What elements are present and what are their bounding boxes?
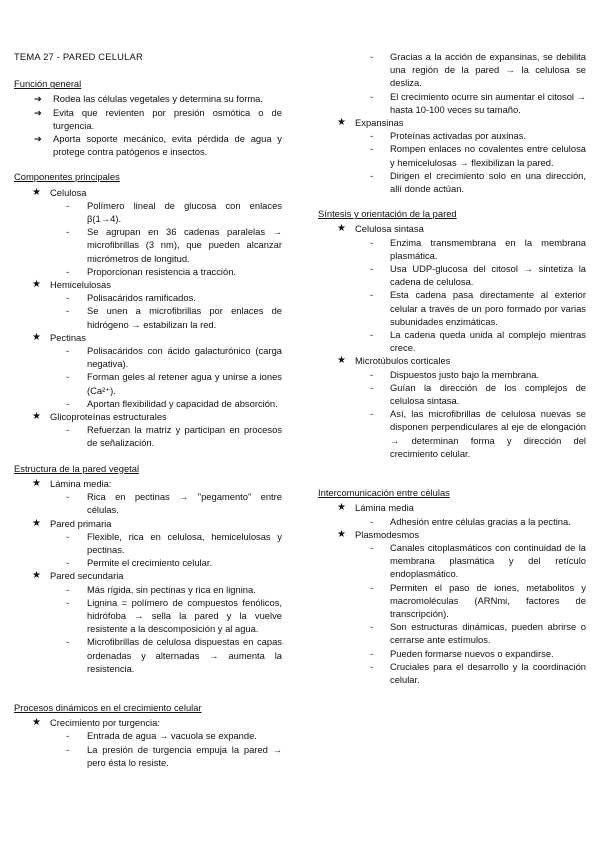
dash-item: - Usa UDP-glucosa del citosol → sintetiza la cadena de celulosa. <box>370 263 586 288</box>
star-item: ★ Plasmodesmos <box>337 528 420 540</box>
dash-bullet-icon: - <box>66 305 70 317</box>
star-item: ★ Microtúbulos corticales <box>337 355 451 367</box>
dash-bullet-icon: - <box>370 621 374 633</box>
star-bullet-icon: ★ <box>32 411 41 423</box>
right-column <box>318 50 586 686</box>
star-bullet-icon: ★ <box>337 223 346 235</box>
dash-item: - El crecimiento ocurre sin aumentar el citosol → hasta 10-100 veces su tamaño. <box>370 90 586 115</box>
dash-bullet-icon: - <box>66 265 70 277</box>
arrow-item: ➔ Rodea las células vegetales y determina su forma. <box>34 93 264 105</box>
dash-bullet-icon: - <box>66 557 70 569</box>
section-heading-funcion: Función general <box>14 78 82 90</box>
dash-bullet-icon: - <box>66 530 70 542</box>
dash-item: - Canales citoplasmáticos con continuidad de la membrana plasmática y del retículo endoplasmático. <box>370 541 586 580</box>
dash-bullet-icon: - <box>370 236 374 248</box>
dash-item: - Esta cadena pasa directamente al exterior celular a través de un poro formado por varias subunidades enzimáticas. <box>370 289 586 327</box>
dash-item: - La presión de turgencia empuja la pared → pero ésta lo resiste. <box>66 743 282 768</box>
star-item: ★ Glicoproteínas estructurales <box>32 411 167 423</box>
arrow-list <box>14 92 282 158</box>
dash-bullet-icon: - <box>370 408 374 420</box>
arrow-item: ➔ Evita que revienten por presión osmótica o de turgencia. <box>34 106 282 131</box>
star-item: ★ Crecimiento por turgencia: <box>32 717 160 729</box>
star-item: ★ Lámina media <box>337 502 414 514</box>
section-heading-sintesis: Síntesis y orientación de la pared <box>318 208 457 220</box>
dash-bullet-icon: - <box>370 381 374 393</box>
star-item: ★ Lámina media: <box>32 477 112 489</box>
dash-bullet-icon: - <box>66 730 70 742</box>
dash-item: - Se unen a microfibrillas por enlaces de hidrógeno → estabilizan la red. <box>66 305 282 330</box>
arrow-item: ➔ Aporta soporte mecánico, evita pérdida de agua y protege contra patógenos e insectos. <box>34 133 282 158</box>
star-item: ★ Expansinas <box>337 117 404 129</box>
dash-bullet-icon: - <box>370 515 374 527</box>
section-heading-estructura: Estructura de la pared vegetal <box>14 462 140 474</box>
dash-item: - Permiten el paso de iones, metabolitos y macromoléculas (ARNmi, factores de transcripción). <box>370 581 586 619</box>
dash-item: - Permite el crecimiento celular. <box>66 557 213 569</box>
dash-bullet-icon: - <box>370 90 374 102</box>
left-column <box>14 50 282 769</box>
dash-bullet-icon: - <box>66 583 70 595</box>
dash-bullet-icon: - <box>66 397 70 409</box>
dash-bullet-icon: - <box>370 130 374 142</box>
star-item: ★ Celulosa sintasa <box>337 223 424 235</box>
star-item: ★ Pectinas <box>32 331 86 343</box>
dash-bullet-icon: - <box>66 636 70 648</box>
dash-item: - Proteínas activadas por auxinas. <box>370 130 527 142</box>
dash-bullet-icon: - <box>370 263 374 275</box>
dash-item: - Microfibrillas de celulosa dispuestas en capas ordenadas y alternadas → aumenta la resistencia. <box>66 636 282 674</box>
dash-item: - Forman geles al retener agua y unirse a iones (Ca²⁺). <box>66 371 282 396</box>
star-bullet-icon: ★ <box>32 717 41 729</box>
dash-bullet-icon: - <box>66 199 70 211</box>
dash-bullet-icon: - <box>66 226 70 238</box>
document-title: TEMA 27 - PARED CELULAR <box>14 51 143 62</box>
dash-item: - Entrada de agua → vacuola se expande. <box>66 730 257 742</box>
dash-item: - La cadena queda unida al complejo mientras crece. <box>370 329 586 354</box>
dash-bullet-icon: - <box>370 289 374 301</box>
dash-item: - Dirigen el crecimiento solo en una dirección, allí donde actúan. <box>370 169 586 195</box>
dash-bullet-icon: - <box>66 345 70 357</box>
star-bullet-icon: ★ <box>32 186 41 198</box>
dash-bullet-icon: - <box>66 491 70 503</box>
dash-item: - Dispuestos justo bajo la membrana. <box>370 368 540 380</box>
dash-bullet-icon: - <box>370 143 374 155</box>
dash-bullet-icon: - <box>370 581 374 593</box>
dash-bullet-icon: - <box>66 292 70 304</box>
star-item: ★ Hemicelulosas <box>32 279 111 291</box>
dash-item: - Pueden formarse nuevos o expandirse. <box>370 647 554 659</box>
section-heading-procesos: Procesos dinámicos en el crecimiento celular <box>14 701 202 713</box>
dash-item: - Lignina = polímero de compuestos fenólicos, hidrófoba → sella la pared y la vuelve resistente a la descomposición y al agua. <box>66 596 282 635</box>
dash-item: - Polímero lineal de glucosa con enlaces β(1→4). <box>66 199 282 225</box>
dash-item: - Refuerzan la matriz y participan en procesos de señalización. <box>66 424 282 449</box>
dash-bullet-icon: - <box>66 371 70 383</box>
star-bullet-icon: ★ <box>32 279 41 291</box>
dash-item: - Aportan flexibilidad y capacidad de absorción. <box>66 397 278 409</box>
arrow-bullet-icon: ➔ <box>34 133 42 145</box>
dash-bullet-icon: - <box>66 743 70 755</box>
section-heading-componentes: Componentes principales <box>14 171 120 183</box>
dash-bullet-icon: - <box>370 51 374 62</box>
arrow-bullet-icon: ➔ <box>34 93 42 105</box>
dash-item: - Cruciales para el desarrollo y la coordinación celular. <box>370 660 586 685</box>
star-item: ★ Pared secundaria <box>32 570 124 582</box>
dash-bullet-icon: - <box>66 596 70 608</box>
dash-bullet-icon: - <box>370 660 374 672</box>
dash-item: - Proporcionan resistencia a tracción. <box>66 265 237 277</box>
dash-bullet-icon: - <box>370 169 374 181</box>
arrow-bullet-icon: ➔ <box>34 106 42 118</box>
star-item: ★ Pared primaria <box>32 517 112 529</box>
dash-bullet-icon: - <box>370 368 374 380</box>
star-bullet-icon: ★ <box>337 502 346 514</box>
dash-item: - Polisacáridos con ácido galacturónico (carga negativa). <box>66 345 282 370</box>
dash-item: - Son estructuras dinámicas, pueden abrirse o cerrarse ante estímulos. <box>370 621 586 646</box>
dash-item: - Guían la dirección de los complejos de celulosa sintasa. <box>370 381 586 407</box>
star-bullet-icon: ★ <box>337 117 346 129</box>
dash-bullet-icon: - <box>370 647 374 659</box>
section-heading-intercomunicacion: Intercomunicación entre células <box>318 487 450 499</box>
dash-bullet-icon: - <box>370 329 374 341</box>
dash-item: - Así, las microfibrillas de celulosa nuevas se disponen perpendiculares al eje de elongación → determinan forma y dirección del crecimiento celular. <box>370 408 586 459</box>
dash-item: - Se agrupan en 36 cadenas paralelas → microfibrillas (3 nm), que pueden alcanzar micrómetros de longitud. <box>66 226 282 264</box>
star-bullet-icon: ★ <box>337 355 346 367</box>
dash-item: - Rompen enlaces no covalentes entre celulosa y hemicelulosas → flexibilizan la pared. <box>370 143 586 168</box>
dash-item: - Adhesión entre células gracias a la pectina. <box>370 515 571 527</box>
dash-item: - Flexible, rica en celulosa, hemicelulosas y pectinas. <box>66 530 282 555</box>
star-bullet-icon: ★ <box>32 477 41 489</box>
dash-item: - Enzima transmembrana en la membrana plasmática. <box>370 236 586 261</box>
dash-item: - Rica en pectinas → "pegamento" entre células. <box>66 491 282 516</box>
dash-bullet-icon: - <box>66 424 70 436</box>
dash-bullet-icon: - <box>370 541 374 553</box>
dash-item: - Más rígida, sin pectinas y rica en lignina. <box>66 583 256 595</box>
star-bullet-icon: ★ <box>32 570 41 582</box>
star-bullet-icon: ★ <box>337 528 346 540</box>
star-bullet-icon: ★ <box>32 517 41 529</box>
dash-item: - Gracias a la acción de expansinas, se debilita una región de la pared → la celulosa se desliza. <box>370 51 586 89</box>
dash-item: - Polisacáridos ramificados. <box>66 292 196 304</box>
star-bullet-icon: ★ <box>32 331 41 343</box>
star-item: ★ Celulosa <box>32 186 87 198</box>
